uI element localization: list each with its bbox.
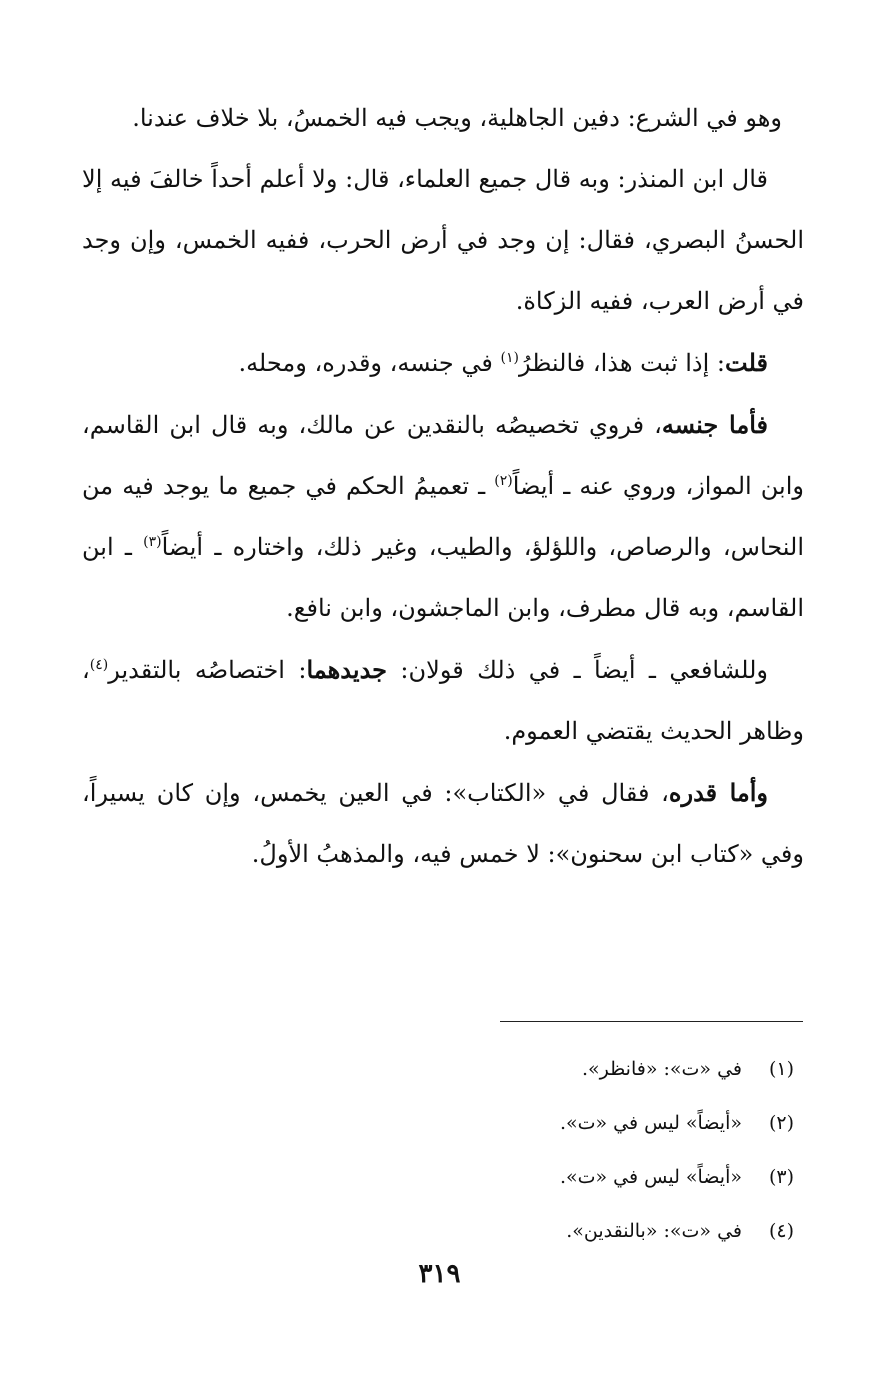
paragraph — [82, 149, 804, 332]
footnote-item — [82, 1204, 804, 1258]
footnote-marker[interactable]: (٢) — [494, 473, 513, 489]
footnote-text: «أيضاً» ليس في «ت». — [559, 1166, 742, 1188]
footnote-separator — [500, 1021, 803, 1022]
paragraph — [82, 394, 804, 639]
footnote-text: في «ت»: «بالنقدين». — [566, 1220, 742, 1242]
footnotes — [82, 1042, 804, 1258]
text-segment: في جنسه، وقدره، ومحله. — [238, 349, 501, 377]
bold-heading: قلت — [725, 348, 768, 377]
footnote-item — [82, 1150, 804, 1204]
footnote-text: «أيضاً» ليس في «ت». — [559, 1112, 742, 1134]
paragraph — [82, 88, 804, 149]
page-number: ٣١٩ — [418, 1259, 461, 1289]
text-segment: ، فروي تخصيصُه بالنقدين عن مالك، وبه قال ابن القاسم، وابن المواز، وروي عنه ـ أيضاً — [82, 411, 804, 500]
text-segment: وهو في الشرع: دفين الجاهلية، ويجب فيه الخمسُ، بلا خلاف عندنا. — [132, 104, 782, 132]
footnote-number: (٤) — [768, 1220, 794, 1242]
footnote-marker[interactable]: (١) — [500, 350, 519, 366]
text-segment: قال ابن المنذر: وبه قال جميع العلماء، قال: ولا أعلم أحداً خالفَ فيه إلا الحسنُ البصري، فقال: إن وجد في أرض الحرب، ففيه الخمس، وإن وجد في أرض العرب، ففيه الزكاة. — [82, 165, 804, 315]
bold-heading: فأما جنسه — [661, 410, 768, 439]
footnote-marker[interactable]: (٣) — [143, 534, 162, 550]
paragraph — [82, 762, 804, 885]
footnote-marker[interactable]: (٤) — [89, 657, 109, 673]
footnote-text: في «ت»: «فانظر». — [581, 1058, 742, 1080]
paragraph — [82, 639, 804, 762]
paragraph — [82, 332, 804, 394]
main-text — [82, 88, 804, 885]
text-segment: وللشافعي ـ أيضاً ـ في ذلك قولان: — [387, 656, 768, 684]
footnote-item — [82, 1096, 804, 1150]
text-segment: : اختصاصُه بالتقدير — [108, 656, 307, 684]
text-segment: ، فقال في «الكتاب»: في العين يخمس، وإن كان يسيراً، وفي «كتاب ابن سحنون»: لا خمس فيه، والمذهبُ الأولُ. — [82, 779, 804, 868]
text-segment: : إذا ثبت هذا، فالنظرُ — [518, 349, 726, 377]
footnote-number: (٣) — [768, 1166, 794, 1188]
bold-heading: وأما قدره — [668, 778, 768, 807]
text-segment: ـ ابن القاسم، وبه قال مطرف، وابن الماجشون، وابن نافع. — [82, 533, 804, 622]
bold-term: جديدهما — [306, 655, 388, 684]
footnote-number: (١) — [768, 1058, 794, 1080]
text-segment: ـ تعميمُ الحكم في جميع ما يوجد فيه من النحاس، والرصاص، واللؤلؤ، والطيب، وغير ذلك، واختاره ـ أيضاً — [82, 472, 804, 561]
footnote-item — [82, 1042, 804, 1096]
text-segment: ، وظاهر الحديث يقتضي العموم. — [82, 656, 804, 745]
footnote-number: (٢) — [768, 1112, 794, 1134]
